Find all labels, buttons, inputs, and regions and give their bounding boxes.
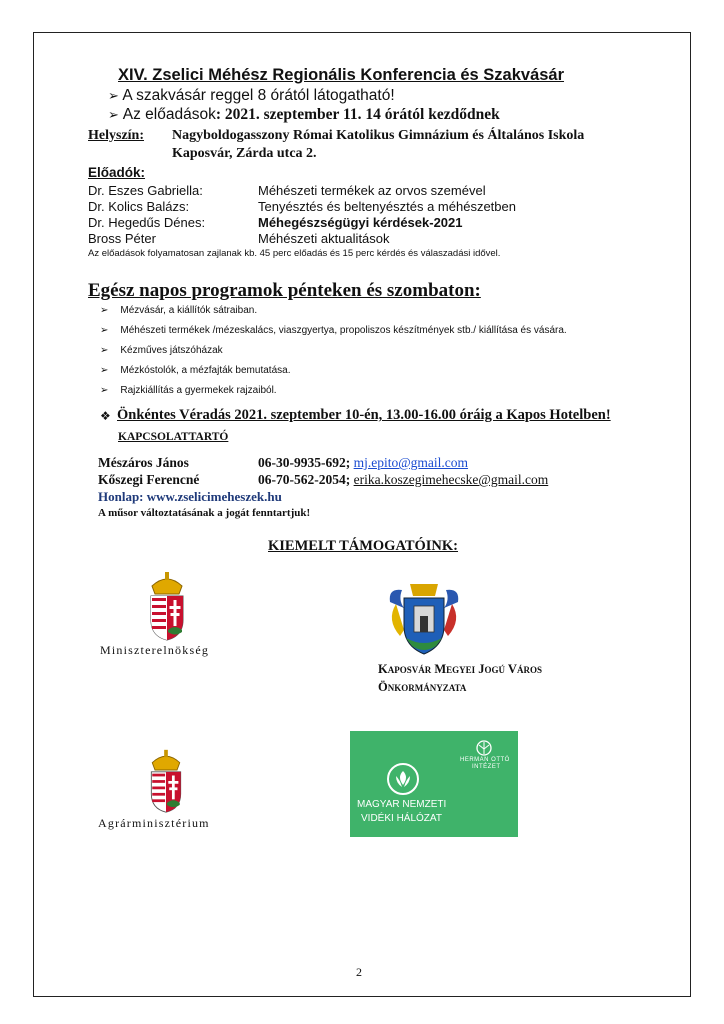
speaker-name: Dr. Kolics Balázs:: [88, 199, 190, 214]
speaker-name: Dr. Eszes Gabriella:: [88, 183, 203, 198]
programs-title: Egész napos programok pénteken és szombaton:: [88, 280, 481, 301]
location-line1: Nagyboldogasszony Római Katolikus Gimnázium és Általános Iskola: [172, 128, 585, 143]
speaker-topic: Tenyésztés és beltenyésztés a méhészetben: [258, 199, 516, 214]
network-name-line2: VIDÉKI HÁLÓZAT: [361, 813, 442, 824]
hermann-otto-label: HERMAN OTTÓ: [460, 757, 510, 763]
kaposvar-municipality-name-line2: Önkormányzata: [378, 680, 467, 694]
speaker-name: Dr. Hegedűs Dénes:: [88, 215, 206, 230]
event-title: XIV. Zselici Méhész Regionális Konferencia és Szakvásár: [118, 66, 565, 84]
network-name-line1: MAGYAR NEMZETI: [357, 799, 447, 810]
hermann-otto-sublabel: INTÉZET: [472, 764, 501, 770]
contact-name: Kőszegi Ferencné: [98, 472, 200, 487]
contact-email-link[interactable]: mj.epito@gmail.com: [353, 455, 469, 470]
rural-network-logo-box: [350, 731, 518, 837]
lectures-note: Az előadások folyamatosan zajlanak kb. 45 perc előadás és 15 perc kérdés és válaszadási idővel.: [88, 248, 501, 259]
kaposvar-coat-of-arms-logo: [386, 580, 462, 658]
sponsors-title: KIEMELT TÁMOGATÓINK:: [268, 538, 459, 554]
lectures-time-line: ➢ Az előadások: 2021. szeptember 11. 14 órától kezdődnek: [108, 106, 500, 123]
diamond-bullet-icon: ❖: [100, 409, 111, 423]
speaker-topic: Méhészeti termékek az orvos szemével: [258, 183, 486, 198]
arrow-bullet-icon: ➢: [100, 345, 109, 356]
program-item: ➢ Mézvásár, a kiállítók sátraiban.: [100, 305, 258, 316]
rights-note: A műsor változtatásának a jogát fenntartjuk!: [98, 507, 311, 519]
fair-hours-line: ➢ A szakvásár reggel 8 órától látogatható!: [108, 87, 395, 104]
contact-phone-line: 06-70-562-2054; erika.koszegimehecske@gmail.com: [258, 472, 549, 487]
website-link[interactable]: Honlap: www.zselicimeheszek.hu: [98, 489, 282, 504]
program-item: ➢ Kézműves játszóházak: [100, 345, 223, 356]
speaker-name: Bross Péter: [88, 231, 156, 246]
speakers-title: Előadók:: [88, 165, 146, 180]
hungarian-coat-of-arms-logo: [146, 570, 188, 642]
contact-name: Mészáros János: [98, 455, 189, 470]
arrow-bullet-icon: ➢: [108, 108, 119, 123]
network-leaf-icon: [387, 763, 419, 795]
arrow-bullet-icon: ➢: [100, 305, 109, 316]
contact-email-link[interactable]: erika.koszegimehecske@gmail.com: [353, 472, 549, 487]
speaker-topic: Méhegészségügyi kérdések-2021: [258, 215, 463, 230]
agriculture-ministry-name: Agrárminisztérium: [98, 816, 210, 830]
location-line2: Kaposvár, Zárda utca 2.: [172, 146, 317, 161]
program-item: ➢ Rajzkiállítás a gyermekek rajzaiból.: [100, 385, 277, 396]
page-number: 2: [356, 965, 362, 979]
kaposvar-municipality-name-line1: Kaposvár Megyei Jogú Város: [378, 662, 542, 676]
arrow-bullet-icon: ➢: [108, 89, 119, 104]
contact-phone-line: 06-30-9935-692; mj.epito@gmail.com: [258, 455, 469, 470]
speaker-topic: Méhészeti aktualitások: [258, 231, 390, 246]
arrow-bullet-icon: ➢: [100, 385, 109, 396]
program-item: ➢ Mézkóstolók, a mézfajták bemutatása.: [100, 365, 291, 376]
pm-office-name: Miniszterelnökség: [100, 643, 210, 657]
arrow-bullet-icon: ➢: [100, 365, 109, 376]
blood-donation-line: Önkéntes Véradás 2021. szeptember 10-én, 13.00-16.00 óráig a Kapos Hotelben!: [117, 407, 611, 423]
contacts-title: KAPCSOLATTARTÓ: [118, 431, 229, 443]
arrow-bullet-icon: ➢: [100, 325, 109, 336]
program-item: ➢ Méhészeti termékek /mézeskalács, viaszgyertya, propoliszos készítmények stb./ kiállítása és vására.: [100, 325, 567, 336]
hungarian-coat-of-arms-logo: [146, 748, 186, 814]
location-label: Helyszín:: [88, 128, 144, 143]
hermann-otto-leaf-icon: [472, 739, 496, 757]
